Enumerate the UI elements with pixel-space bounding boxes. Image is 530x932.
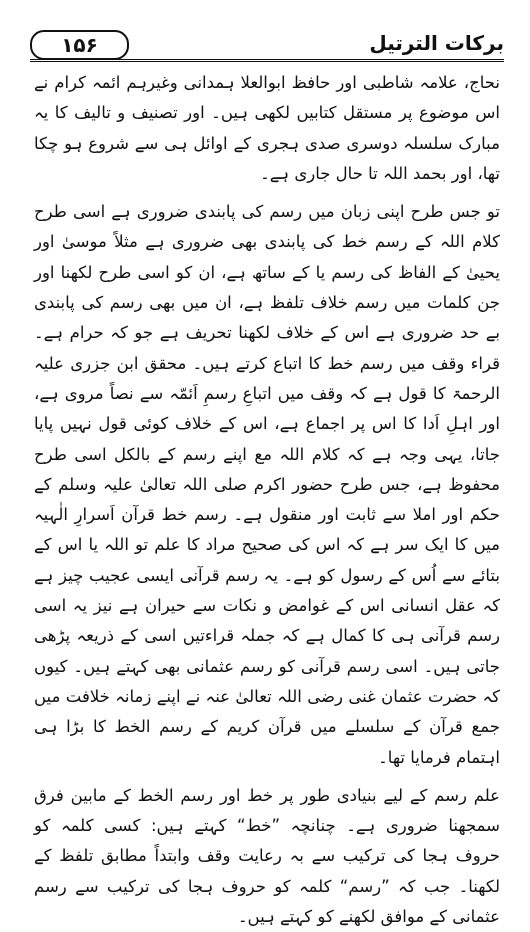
running-title: برکات الترتیل xyxy=(369,31,504,55)
paragraph-2: تو جس طرح اپنی زبان میں رسم کی پابندی ضروری ہے اسی طرح کلام اللہ کے رسم خط کی پابندی بھی ضروری ہے مثلاً موسیٰ اور یحییٰ کے الفاظ کی رسم یا کے ساتھ ہے، ان کو اسی طرح لکھنا اور جن کلمات میں رسم خلاف تلفظ ہے، ان میں بھی رسم کی پابندی بے حد ضروری ہے اس کے خلاف لکھنا تحریف ہے جو کہ حرام ہے۔ قراء وقف میں رسم خط کا اتباع کرتے ہیں۔ محقق ابن جزری علیہ الرحمۃ کا قول ہے کہ وقف میں اتباعِ رسمِ اَئمّہ سے نصاً مروی ہے، اور اہلِ اَدا کا اس پر اجماع ہے، اس کے خلاف کوئی قول نہیں پایا جاتا، یہی وجہ ہے کہ کلام اللہ مع اپنے رسم کے بالکل اسی طرح محفوظ ہے، جس طرح حضور اکرم صلی اللہ تعالیٰ علیہ وسلم کے حکم اور املا سے ثابت اور منقول ہے۔ رسم خط قرآن اَسرارِ الٰہیہ میں کا ایک سر ہے کہ اس کی صحیح مراد کا علم تو اللہ یا اس کے بتائے سے اُس کے رسول کو ہے۔ یہ رسم قرآنی ایسی عجیب چیز ہے کہ عقل انسانی اس کے غوامض و نکات سے حیران ہے نیز یہ اسی رسم قرآنی ہی کا کمال ہے کہ جملہ قراءتیں اسی کے ذریعہ پڑھی جاتی ہیں۔ اسی رسم قرآنی کو رسم عثمانی بھی کہتے ہیں۔ کیوں کہ حضرت عثمان غنی رضی اللہ تعالیٰ عنہ نے اپنے زمانہ خلافت میں جمع قرآن کے سلسلے میں قرآن کریم کے رسم الخط کا بڑا ہی اہتمام فرمایا تھا۔ xyxy=(34,202,500,767)
paragraph-1: نحاج، علامہ شاطبی اور حافظ ابوالعلا ہمدانی وغیرہم ائمہ کرام نے اس موضوع پر مستقل کتابیں لکھی ہیں۔ اور تصنیف و تالیف کا یہ مبارک سلسلہ دوسری صدی ہجری کے اوائل ہی سے شروع ہو چکا تھا، اور بحمد اللہ تا حال جاری ہے۔ xyxy=(34,73,500,183)
page-header xyxy=(30,28,504,62)
page-number: ۱۵۶ xyxy=(30,30,129,60)
paragraph-3: علم رسم کے لیے بنیادی طور پر خط اور رسم الخط کے مابین فرق سمجھنا ضروری ہے۔ چنانچہ ”خط“ کہتے ہیں: کسی کلمہ کو حروف ہجا کی ترکیب سے بہ رعایت وقف وابتداً مطابق تلفظ کے لکھنا۔ جب کہ ”رسم“ کلمہ کو حروف ہجا کی ترکیب سے رسم عثمانی کے موافق لکھنے کو کہتے ہیں۔ xyxy=(34,785,500,927)
body-text xyxy=(34,68,500,932)
header-divider xyxy=(30,59,504,62)
